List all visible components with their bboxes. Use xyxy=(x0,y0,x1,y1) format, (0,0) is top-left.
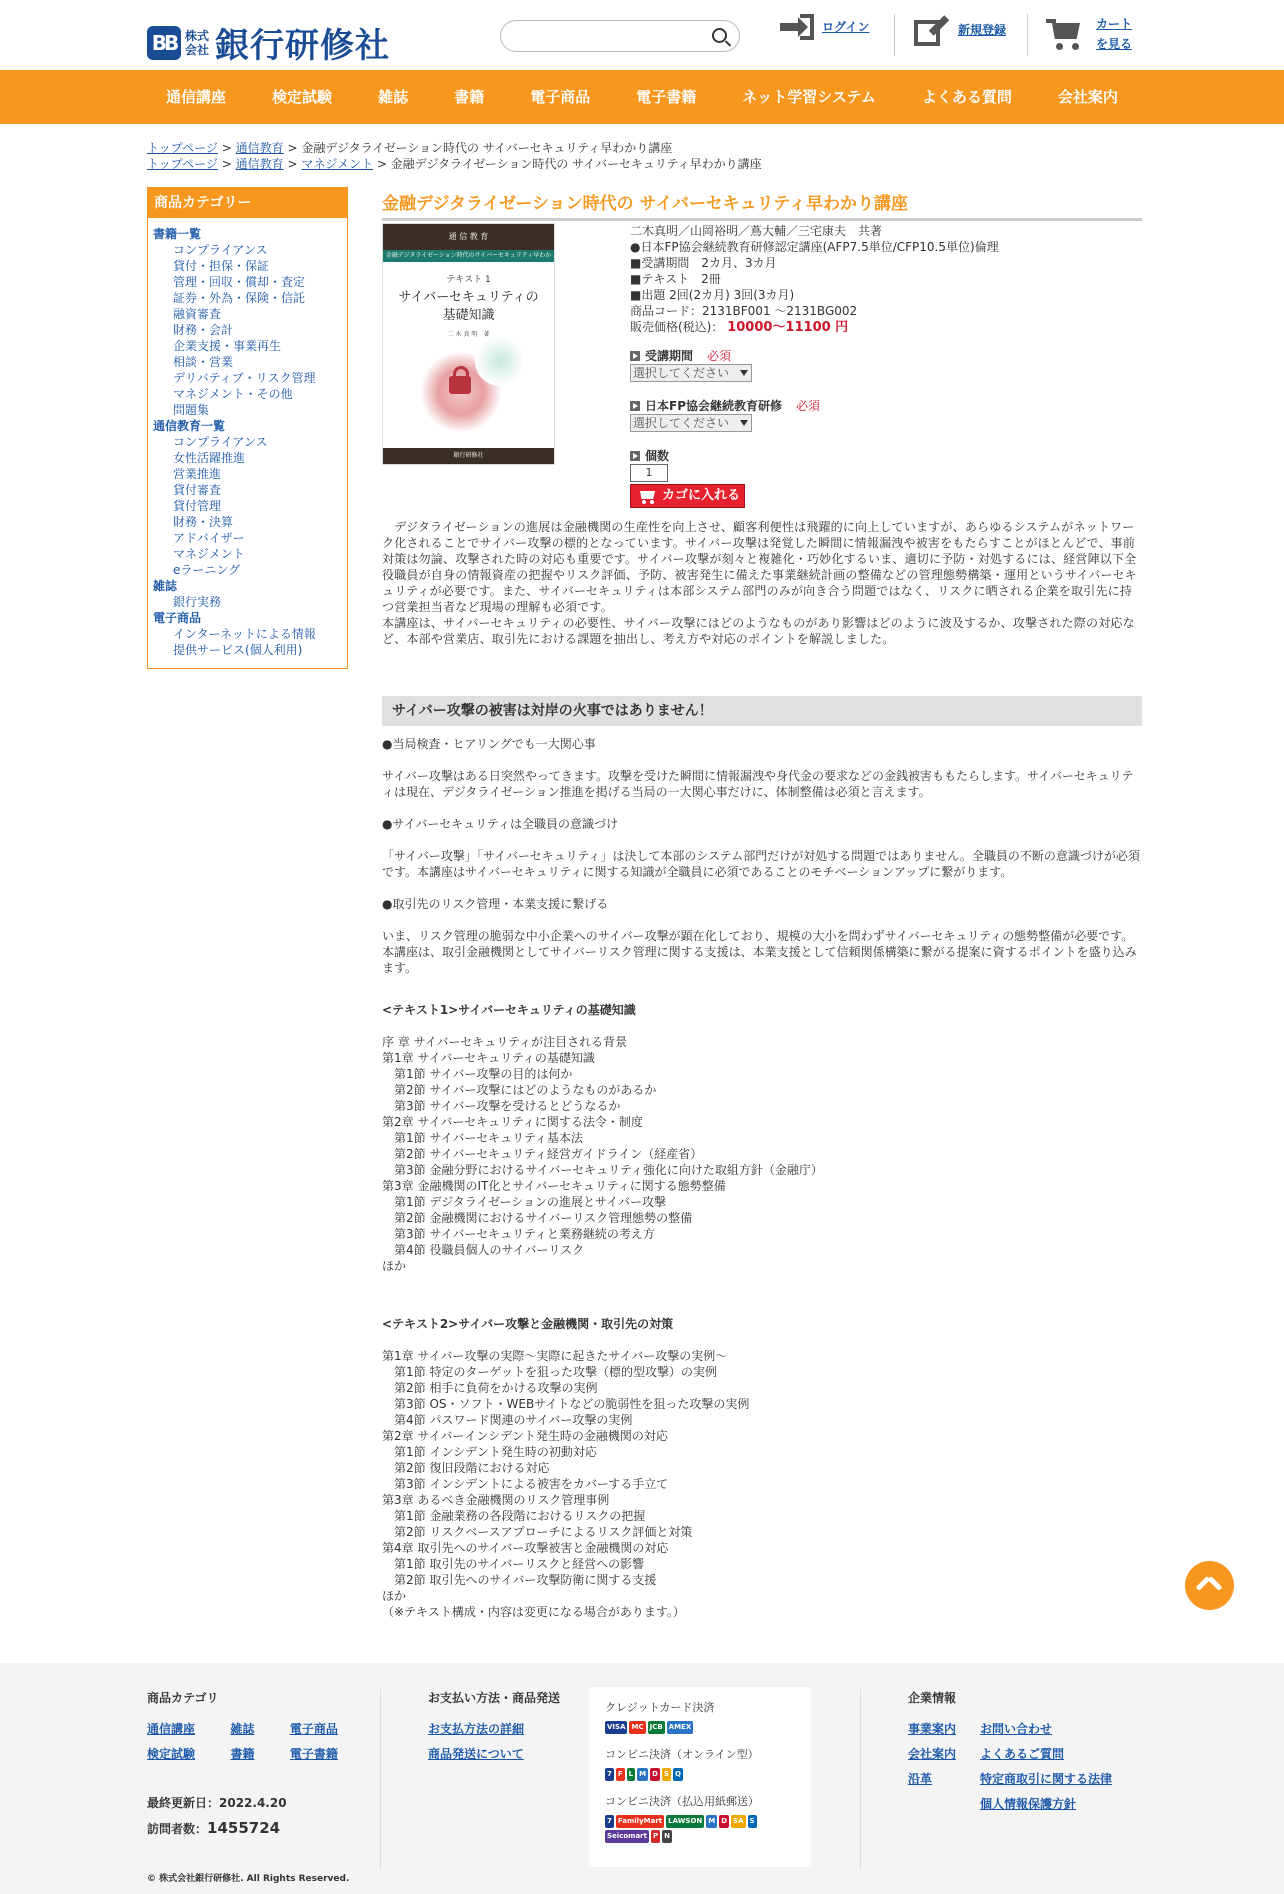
toc-line: 第1節 サイバー攻撃の目的は何か xyxy=(382,1067,573,1081)
payment-logo-icon: Seicomart xyxy=(605,1830,649,1843)
toc-line: 第1節 金融業務の各段階におけるリスクの把握 xyxy=(382,1509,646,1523)
breadcrumb xyxy=(147,155,762,172)
toc-line: 第3節 サイバーセキュリティと業務継続の考え方 xyxy=(382,1227,655,1241)
payment-logo-icon: D xyxy=(650,1768,660,1781)
book-title-1: サイバーセキュリティの xyxy=(398,290,539,305)
breadcrumb-sep: > xyxy=(287,157,298,171)
payment-logo-icon: L xyxy=(627,1768,635,1781)
sidebar-item[interactable]: 貸付審査 xyxy=(173,483,222,497)
toc-line: 第2章 サイバーインシデント発生時の金融機関の対応 xyxy=(382,1429,668,1443)
price-label: 販売価格(税込)： xyxy=(630,320,724,334)
logo-mark: BB xyxy=(147,26,181,60)
footer-corporate-link[interactable]: 特定商取引に関する法律 xyxy=(980,1772,1113,1786)
breadcrumb-sep: > xyxy=(221,157,232,171)
payment-logo-icon: M xyxy=(637,1768,648,1781)
text1-toc xyxy=(382,1034,1142,1274)
toc-line: 第2節 金融機関におけるサイバーリスク管理態勢の整備 xyxy=(382,1211,693,1225)
search-icon[interactable] xyxy=(712,28,727,43)
quantity-text: 個数 xyxy=(645,449,670,463)
footer-category-link[interactable]: 書籍 xyxy=(230,1747,255,1761)
payment-logo-icon: S xyxy=(662,1768,671,1781)
toc-line: 第3章 あるべき金融機関のリスク管理事例 xyxy=(382,1493,610,1507)
toc-line: 第2節 取引先へのサイバー攻撃防衛に関する支援 xyxy=(382,1573,657,1587)
footer-divider xyxy=(860,1689,861,1869)
toc-line: 第4節 役職員個人のサイバーリスク xyxy=(382,1243,585,1257)
toc-line: 第2節 リスクベースアプローチによるリスク評価と対策 xyxy=(382,1525,693,1539)
sidebar-category[interactable]: 通信教育一覧 xyxy=(153,419,226,433)
search-box xyxy=(500,20,740,52)
sidebar-category[interactable]: 雑誌 xyxy=(153,579,178,593)
footer-category-link[interactable]: 雑誌 xyxy=(230,1722,255,1736)
login-link[interactable]: ログイン xyxy=(822,20,870,34)
toc-line: ほか xyxy=(382,1589,407,1603)
toc-line: 第1節 サイバーセキュリティ基本法 xyxy=(382,1131,583,1145)
category-sidebar xyxy=(147,187,348,669)
required-badge: 必須 xyxy=(796,399,821,413)
footer-corporate-link[interactable]: 事業案内 xyxy=(908,1722,957,1736)
conv-online-label: コンビニ決済（オンライン型） xyxy=(605,1748,759,1761)
sidebar-item[interactable]: 証券・外為・保険・信託 xyxy=(173,291,306,305)
nav-item-2[interactable]: 雑誌 xyxy=(378,88,409,106)
point-1-heading: ●当局検査・ヒアリングでも一大関心事 xyxy=(382,737,596,751)
sidebar-item[interactable]: 管理・回収・償却・査定 xyxy=(173,275,306,289)
footer-payment-link[interactable]: お支払方法の詳細 xyxy=(428,1722,525,1736)
product-cert: ●日本FP協会継続教育研修認定講座(AFP7.5単位/CFP10.5単位)倫理 xyxy=(630,240,999,254)
book-publisher: 銀行研修社 xyxy=(383,448,554,464)
book-band: 金融デジタライゼーション時代のサイバーセキュリティ早わかり講座 xyxy=(383,250,554,262)
footer-categories xyxy=(147,1689,349,1884)
sidebar-item[interactable]: 営業推進 xyxy=(173,467,222,481)
copyright: © 株式会社銀行研修社. All Rights Reserved. xyxy=(147,1874,350,1884)
bullet-arrow-icon xyxy=(630,351,640,361)
product-texts: ■テキスト 2冊 xyxy=(630,272,721,286)
site-header xyxy=(0,0,1284,70)
breadcrumb-top[interactable]: トップページ xyxy=(147,141,218,155)
payment-logo-icon: JCB xyxy=(648,1721,665,1734)
payment-logo-icon: N xyxy=(662,1830,672,1843)
toc-line: 第2章 サイバーセキュリティに関する法令・制度 xyxy=(382,1115,643,1129)
product-description xyxy=(382,519,1137,647)
toc-line: 第2節 サイバーセキュリティ経営ガイドライン（経産省） xyxy=(382,1147,703,1161)
credit-label: クレジットカード決済 xyxy=(605,1701,715,1714)
section-heading: サイバー攻撃の被害は対岸の火事ではありません！ xyxy=(382,696,1142,726)
toc-line: 第4章 取引先へのサイバー攻撃被害と金融機関の対応 xyxy=(382,1541,669,1555)
add-to-cart-button[interactable] xyxy=(630,484,745,508)
sidebar-item[interactable]: 企業支援・事業再生 xyxy=(173,339,282,353)
product-info xyxy=(630,223,1130,508)
product-price-row xyxy=(630,319,1130,336)
sidebar-item[interactable]: デリバティブ・リスク管理 xyxy=(173,371,316,385)
sidebar-item[interactable]: インターネットによる情報 xyxy=(173,627,316,641)
payment-logo-icon: MC xyxy=(629,1721,645,1734)
cart-icon xyxy=(637,489,657,503)
register-link-group[interactable] xyxy=(914,14,1006,46)
toc-line: 第1節 デジタライゼーションの進展とサイバー攻撃 xyxy=(382,1195,666,1209)
visitor-count: 1455724 xyxy=(207,1819,281,1837)
payment-logo-icon: FamilyMart xyxy=(616,1815,664,1828)
point-1-text: サイバー攻撃はある日突然やってきます。攻撃を受けた瞬間に情報漏洩や身代金の要求などの金銭被害ももたらします。サイバーセキュリティは現在、デジタライゼーション推進を掲げる当局の一大関心事だけに、体制整備は必須と言えます。 xyxy=(382,769,1134,799)
add-to-cart-label: カゴに入れる xyxy=(662,488,741,503)
payment-logo-icon: 7 xyxy=(605,1815,614,1828)
conv-paper-label: コンビニ決済（払込用紙郵送） xyxy=(605,1795,759,1808)
footer-corporate xyxy=(908,1689,1112,1812)
footer-cat-heading: 商品カテゴリ xyxy=(147,1691,219,1705)
payment-logo-icon: F xyxy=(616,1768,625,1781)
quantity-label xyxy=(630,448,1130,464)
breadcrumb-management[interactable]: マネジメント xyxy=(301,157,374,171)
sidebar-item[interactable]: 相談・営業 xyxy=(173,355,234,369)
register-link[interactable]: 新規登録 xyxy=(958,23,1007,37)
option-period-select[interactable]: 選択してください xyxy=(630,364,752,382)
payment-logo-icon: D xyxy=(719,1815,729,1828)
breadcrumb-tsushin[interactable]: 通信教育 xyxy=(235,141,284,155)
sidebar-category[interactable]: 書籍一覧 xyxy=(153,227,202,241)
lock-icon xyxy=(449,376,471,394)
book-graphic xyxy=(475,336,525,386)
site-logo[interactable] xyxy=(147,18,390,67)
nav-item-1[interactable]: 検定試験 xyxy=(272,88,333,106)
logo-name: 銀行研修社 xyxy=(215,26,391,66)
toc-line: 第1章 サイバーセキュリティの基礎知識 xyxy=(382,1051,595,1065)
login-icon[interactable] xyxy=(780,14,814,40)
sidebar-item[interactable]: 問題集 xyxy=(173,403,210,417)
toc-line: 第1節 インシデント発生時の初動対応 xyxy=(382,1445,597,1459)
feature-section xyxy=(382,696,1142,1620)
toc-line: 第1章 サイバー攻撃の実際～実際に起きたサイバー攻撃の実例～ xyxy=(382,1349,728,1363)
footer-corporate-link xyxy=(908,1795,956,1812)
cart-link-line2[interactable]: を見る xyxy=(1096,37,1133,51)
bullet-arrow-icon xyxy=(630,451,640,461)
sidebar-item[interactable]: 女性活躍推進 xyxy=(173,451,246,465)
header-divider xyxy=(1027,14,1028,56)
sidebar-item[interactable]: 提供サービス(個人利用) xyxy=(173,643,303,657)
bullet-arrow-icon xyxy=(630,401,640,411)
sidebar-item[interactable]: マネジメント xyxy=(173,547,245,561)
footer-corporate-link[interactable]: お問い合わせ xyxy=(980,1722,1053,1736)
product-header xyxy=(382,189,1142,221)
payment-logo-icon: 7 xyxy=(605,1768,614,1781)
footer-category-link[interactable]: 検定試験 xyxy=(147,1747,196,1761)
nav-item-3[interactable]: 書籍 xyxy=(454,88,485,106)
toc-line: 第4節 パスワード関連のサイバー攻撃の実例 xyxy=(382,1413,633,1427)
product-price: 10000～11100 円 xyxy=(727,320,849,335)
option-period-text: 受講期間 xyxy=(645,349,694,363)
footer-divider xyxy=(380,1689,381,1869)
nav-item-8[interactable]: 会社案内 xyxy=(1057,88,1118,106)
book-text-no: テキスト 1 xyxy=(446,275,491,285)
toc-line: 第2節 復旧段階における対応 xyxy=(382,1461,550,1475)
toc-line: 第3節 サイバー攻撃を受けるとどうなるか xyxy=(382,1099,621,1113)
last-updated: 最終更新日：2022.4.20 xyxy=(147,1796,287,1810)
payment-logo-icon: VISA xyxy=(605,1721,627,1734)
sidebar-title: 商品カテゴリー xyxy=(148,188,347,218)
visitor-label: 訪問者数： xyxy=(147,1822,208,1836)
product-period: ■受講期間 2カ月、3カ月 xyxy=(630,256,777,270)
footer-category-link[interactable]: 通信講座 xyxy=(147,1722,196,1736)
book-cover-image xyxy=(382,223,555,465)
point-2-text: 「サイバー攻撃」「サイバーセキュリティ」は決して本部のシステム部門だけが対処する問題ではありません。全職員の不断の意識づけが必須です。本講座はサイバーセキュリティに関する知識が全職員に必須であることのモチベーションアップに繋がります。 xyxy=(382,849,1140,879)
sidebar-item[interactable]: 貸付・担保・保証 xyxy=(173,259,270,273)
sidebar-item[interactable]: 銀行実務 xyxy=(173,595,222,609)
sidebar-item[interactable]: コンプライアンス xyxy=(173,243,268,257)
description-p2: 本講座は、サイバーセキュリティの必要性、サイバー攻撃にはどのようなものがあり影響はどのように波及するか、攻撃された際の対応など、本部や営業店、取引先における課題を抽出し、考え方や対応のポイントを解説しました。 xyxy=(382,616,1135,646)
toc-line: 第1節 特定のターゲットを狙った攻撃（標的型攻撃）の実例 xyxy=(382,1365,717,1379)
text2-toc xyxy=(382,1348,1142,1620)
sidebar-item[interactable]: 財務・会計 xyxy=(173,323,234,337)
logo-kabu-2: 会社 xyxy=(185,42,210,57)
toc-line: 第3章 金融機関のIT化とサイバーセキュリティに関する態勢整備 xyxy=(382,1179,726,1193)
nav-item-4[interactable]: 電子商品 xyxy=(530,88,591,106)
footer-payment-link[interactable]: 商品発送について xyxy=(428,1747,524,1761)
payment-methods-box xyxy=(589,1687,811,1867)
book-title-2: 基礎知識 xyxy=(442,308,495,323)
breadcrumb-current: 金融デジタライゼーション時代の サイバーセキュリティ早わかり講座 xyxy=(301,141,673,155)
back-to-top-button[interactable] xyxy=(1185,1561,1234,1610)
text2-heading: <テキスト2>サイバー攻撃と金融機関・取引先の対策 xyxy=(382,1317,674,1331)
footer-corporate-link[interactable]: よくあるご質問 xyxy=(980,1747,1065,1761)
toc-line: 第1節 取引先のサイバーリスクと経営への影響 xyxy=(382,1557,645,1571)
breadcrumb-sep: > xyxy=(287,141,298,155)
sidebar-item[interactable]: 貸付管理 xyxy=(173,499,222,513)
breadcrumb-sep: > xyxy=(376,157,387,171)
footer-corp-heading: 企業情報 xyxy=(908,1691,957,1705)
visitor-counter xyxy=(147,1819,349,1837)
footer-category-link[interactable]: 電子書籍 xyxy=(289,1747,338,1761)
payment-logo-icon: P xyxy=(651,1830,660,1843)
sidebar-item[interactable]: eラーニング xyxy=(173,563,241,577)
payment-logo-icon: LAWSON xyxy=(666,1815,704,1828)
toc-line: 第3節 インシデントによる被害をカバーする手立て xyxy=(382,1477,669,1491)
payment-logo-icon: Q xyxy=(673,1768,683,1781)
payment-logo-icon: SA xyxy=(731,1815,745,1828)
sidebar-item[interactable]: アドバイザー xyxy=(173,531,245,545)
option-fp-select[interactable]: 選択してください xyxy=(630,414,752,432)
point-2-heading: ●サイバーセキュリティは全職員の意識づけ xyxy=(382,817,618,831)
nav-item-6[interactable]: ネット学習システム xyxy=(742,88,876,106)
point-3-text: いま、リスク管理の脆弱な中小企業へのサイバー攻撃が顕在化しており、規模の大小を問わずサイバーセキュリティの態勢整備が必要です。本講座は、取引金融機関としてサイバーリスク管理に関する支援は、本業支援として信頼関係構築に繋がる提案に資するポイントを盛り込みます。 xyxy=(382,929,1137,975)
logo-kabu-1: 株式 xyxy=(185,28,210,43)
toc-line: 第3節 OS・ソフト・WEBサイトなどの脆弱性を狙った攻撃の実例 xyxy=(382,1397,750,1411)
logo-kabushiki xyxy=(185,29,209,57)
product-authors: 二木真明／山岡裕明／蔦大輔／三宅康夫 共著 xyxy=(630,224,883,238)
toc-line: 第3節 金融分野におけるサイバーセキュリティ強化に向けた取組方針（金融庁） xyxy=(382,1163,823,1177)
book-series: 通 信 教 育 xyxy=(383,224,554,250)
site-footer xyxy=(0,1663,1284,1894)
register-icon[interactable] xyxy=(914,14,950,46)
header-divider xyxy=(894,14,895,56)
toc-line: ほか xyxy=(382,1259,407,1273)
required-badge: 必須 xyxy=(707,349,732,363)
breadcrumb-tsushin[interactable]: 通信教育 xyxy=(235,157,284,171)
footer-corporate-link[interactable]: 個人情報保護方針 xyxy=(980,1797,1077,1811)
nav-item-0[interactable]: 通信講座 xyxy=(166,88,227,106)
cart-link-group[interactable] xyxy=(1046,14,1132,54)
quantity-input[interactable]: 1 xyxy=(630,464,668,482)
breadcrumb-top[interactable]: トップページ xyxy=(147,157,218,171)
description-p1: デジタライゼーションの進展は金融機関の生産性を向上させ、顧客利便性は飛躍的に向上していますが、あらゆるシステムがネットワーク化されることでサイバー攻撃の標的となっています。サイバー攻撃は発覚した瞬間に情報漏洩や被害をもたらすことがほとんどで、事前対策は勿論、攻撃された時の対応も重要です。サイバー攻撃が刻々と複雑化・巧妙化するいま、適切に予防・対処するには、経営陣以下全役職員が自身の情報資産の把握やリスク評価、予防、被害発生に備えた事業継続計画の整備などの管理態勢構築・運用というサイバーセキュリティが必要です。また、サイバーセキュリティは本部システム部門のみが向き合う問題ではなく、リスクに晒される企業を取引先に持つ営業担当者など現場の理解も必須です。 xyxy=(382,520,1137,614)
toc-line: （※テキスト構成・内容は変更になる場合があります。） xyxy=(382,1605,685,1619)
toc-line: 第2節 相手に負荷をかける攻撃の実例 xyxy=(382,1381,598,1395)
nav-item-5[interactable]: 電子書籍 xyxy=(636,88,697,106)
payment-logo-icon: S xyxy=(748,1815,757,1828)
breadcrumb-sep: > xyxy=(221,141,232,155)
footer-pay-heading: お支払い方法・商品発送 xyxy=(428,1691,561,1705)
product-exam: ■出題 2回(2カ月) 3回(3カ月) xyxy=(630,288,795,302)
sidebar-category[interactable]: 電子商品 xyxy=(153,611,202,625)
book-author: 二 木 真 明 著 xyxy=(447,331,490,338)
payment-logo-icon: M xyxy=(706,1815,717,1828)
option-period-label xyxy=(630,348,1130,364)
footer-corporate-link[interactable]: 沿革 xyxy=(908,1772,933,1786)
point-3-heading: ●取引先のリスク管理・本業支援に繋げる xyxy=(382,897,609,911)
global-nav xyxy=(0,70,1284,124)
toc-line: 第2節 サイバー攻撃にはどのようなものがあるか xyxy=(382,1083,657,1097)
payment-logo-icon: AMEX xyxy=(667,1721,694,1734)
footer-category-link[interactable]: 電子商品 xyxy=(289,1722,338,1736)
breadcrumb xyxy=(147,139,672,156)
sidebar-item[interactable]: コンプライアンス xyxy=(173,435,268,449)
footer-corporate-link[interactable]: 会社案内 xyxy=(908,1747,957,1761)
product-title: 金融デジタライゼーション時代の サイバーセキュリティ早わかり講座 xyxy=(382,189,1142,221)
sidebar-item[interactable]: 融資審査 xyxy=(173,307,222,321)
option-fp-label xyxy=(630,398,1130,414)
breadcrumb-current: 金融デジタライゼーション時代の サイバーセキュリティ早わかり講座 xyxy=(390,157,762,171)
cart-icon[interactable] xyxy=(1046,17,1084,51)
sidebar-item[interactable]: マネジメント・その他 xyxy=(173,387,293,401)
nav-item-7[interactable]: よくある質問 xyxy=(921,88,1012,106)
option-fp-text: 日本FP協会継続教育研修 xyxy=(645,399,782,413)
search-input[interactable] xyxy=(515,27,709,47)
sidebar-item[interactable]: 財務・決算 xyxy=(173,515,234,529)
login-link-group[interactable] xyxy=(780,14,869,40)
footer-payment xyxy=(428,1689,560,1762)
text1-heading: <テキスト1>サイバーセキュリティの基礎知識 xyxy=(382,1003,636,1017)
toc-line: 序 章 サイバーセキュリティが注目される背景 xyxy=(382,1035,628,1049)
cart-link-line1[interactable]: カート xyxy=(1096,17,1133,31)
product-code: 商品コード：2131BF001 ～2131BG002 xyxy=(630,304,858,318)
